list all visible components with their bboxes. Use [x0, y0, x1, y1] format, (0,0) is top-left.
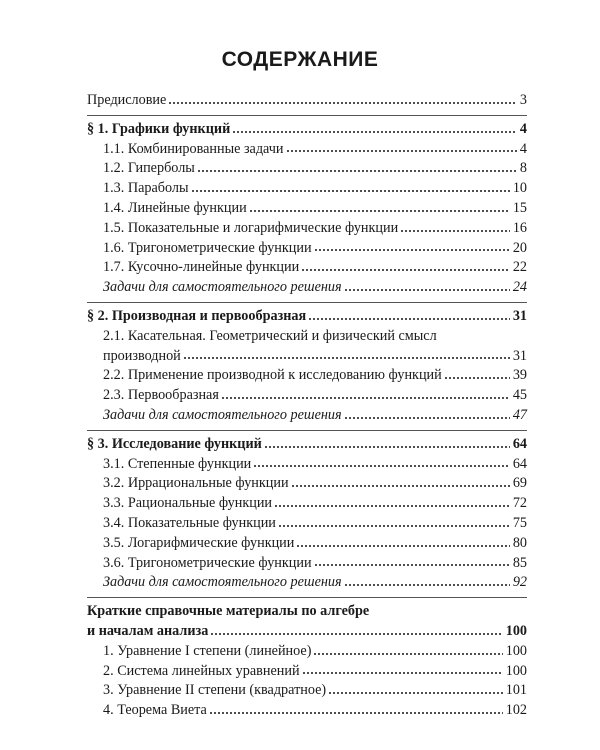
toc-entry-3-tasks[interactable] — [87, 573, 527, 593]
dot-leader — [344, 582, 510, 588]
dot-leader — [308, 316, 510, 322]
toc-page-number: 80 — [512, 534, 527, 551]
dot-leader — [314, 247, 510, 253]
toc-entry-2-2[interactable] — [87, 366, 527, 386]
toc-label: 1.1. Комбинированные задачи — [103, 140, 284, 157]
toc-entry-2-3[interactable] — [87, 386, 527, 406]
dot-leader — [274, 503, 510, 509]
dot-leader — [314, 562, 510, 568]
toc-entry-3-4[interactable] — [87, 514, 527, 534]
toc-page-number: 64 — [512, 435, 527, 452]
dot-leader — [197, 168, 517, 174]
dot-leader — [313, 651, 502, 657]
dot-leader — [183, 355, 510, 361]
toc-label: 1.2. Гиперболы — [103, 160, 195, 177]
toc-page-number: 20 — [512, 239, 527, 256]
toc-appendix-heading-line1[interactable]: Краткие справочные материалы по алгебре — [87, 603, 370, 620]
dot-leader — [253, 463, 510, 469]
toc-entry-3-2[interactable] — [87, 474, 527, 494]
toc-entry-1-tasks[interactable] — [87, 278, 527, 298]
toc-page-number: 92 — [512, 574, 527, 591]
toc-label: 3.2. Иррациональные функции — [103, 475, 289, 492]
toc-entry-3-5[interactable] — [87, 534, 527, 554]
toc-page-number: 75 — [512, 514, 527, 531]
dot-leader — [301, 267, 510, 273]
toc-label: 3.4. Показательные функции — [103, 514, 276, 531]
dot-leader — [191, 188, 510, 194]
toc-label: 3.5. Логарифмические функции — [103, 534, 295, 551]
toc-entry-preface[interactable] — [87, 91, 527, 111]
toc-entry-3-6[interactable] — [87, 554, 527, 574]
toc-page-number: 85 — [512, 554, 527, 571]
toc-label: 2. Система линейных уравнений — [103, 662, 300, 679]
dot-leader — [209, 710, 503, 716]
toc-label: 3.1. Степенные функции — [103, 455, 252, 472]
page-title: СОДЕРЖАНИЕ — [221, 48, 379, 71]
toc-label: § 1. Графики функций — [87, 120, 231, 137]
dot-leader — [286, 148, 517, 154]
toc-entry-3-3[interactable] — [87, 494, 527, 514]
toc-page-number: 31 — [512, 347, 527, 364]
toc-entry-a-3[interactable] — [87, 681, 527, 701]
dot-leader — [328, 690, 503, 696]
dot-leader — [291, 483, 510, 489]
toc-label: и началам анализа — [87, 622, 209, 639]
section-divider — [87, 430, 527, 431]
toc-entry-1-6[interactable] — [87, 239, 527, 259]
dot-leader — [249, 208, 510, 214]
toc-page-number: 24 — [512, 279, 527, 296]
toc-entry-1-1[interactable] — [87, 140, 527, 160]
toc-page-number: 64 — [512, 455, 527, 472]
section-divider — [87, 302, 527, 303]
toc-page-number: 31 — [512, 307, 527, 324]
toc-page-number: 100 — [505, 642, 527, 659]
toc-entry-1-5[interactable] — [87, 219, 527, 239]
toc-page-number: 3 — [519, 92, 527, 108]
toc-label: 3. Уравнение II степени (квадратное) — [103, 682, 327, 699]
dot-leader — [400, 228, 510, 234]
toc-entry-a-1[interactable] — [87, 642, 527, 662]
toc-label: 3.6. Тригонометрические функции — [103, 554, 312, 571]
toc-entry-2-tasks[interactable] — [87, 406, 527, 426]
toc-entry-2-1-line1[interactable]: 2.1. Касательная. Геометрический и физический смысл — [103, 327, 437, 344]
toc-label: 2.3. Первообразная — [103, 387, 219, 404]
toc-label: § 3. Исследование функций — [87, 435, 262, 452]
toc-entry-1-2[interactable] — [87, 159, 527, 179]
toc-page-number: 22 — [512, 259, 527, 276]
toc-label: 1.4. Линейные функции — [103, 199, 247, 216]
toc-page-number: 4 — [519, 120, 527, 137]
toc-appendix-heading[interactable] — [87, 622, 527, 642]
toc-page-number: 39 — [512, 367, 527, 384]
dot-leader — [296, 543, 509, 549]
toc-label: 1.5. Показательные и логарифмические функции — [103, 219, 399, 236]
dot-leader — [232, 129, 517, 135]
toc-label: 1.7. Кусочно-линейные функции — [103, 259, 300, 276]
toc-page-number: 15 — [512, 199, 527, 216]
dot-leader — [210, 631, 502, 637]
toc-page-number: 16 — [512, 219, 527, 236]
toc-entry-a-4[interactable] — [87, 701, 527, 721]
dot-leader — [278, 523, 510, 529]
toc-label: Задачи для самостоятельного решения — [103, 574, 342, 591]
toc-label: § 2. Производная и первообразная — [87, 307, 307, 324]
toc-section-3-heading[interactable] — [87, 435, 527, 455]
toc-label: Задачи для самостоятельного решения — [103, 406, 342, 423]
toc-section-2-heading[interactable] — [87, 307, 527, 327]
toc-label: 1.3. Параболы — [103, 180, 189, 197]
toc-label: Задачи для самостоятельного решения — [103, 279, 342, 296]
toc-page-number: 47 — [512, 406, 527, 423]
dot-leader — [344, 287, 510, 293]
toc-label: производной — [103, 347, 181, 364]
dot-leader — [168, 100, 517, 106]
dot-leader — [344, 415, 510, 421]
toc-page-number: 4 — [519, 140, 527, 157]
toc-page-number: 101 — [505, 682, 527, 699]
toc-section-1-heading[interactable] — [87, 120, 527, 140]
toc-page-number: 10 — [512, 180, 527, 197]
dot-leader — [264, 444, 510, 450]
toc-entry-2-1[interactable] — [87, 347, 527, 367]
toc-entry-1-3[interactable] — [87, 179, 527, 199]
toc-label: 1.6. Тригонометрические функции — [103, 239, 312, 256]
toc-page-number: 8 — [519, 160, 527, 177]
toc-page-number: 69 — [512, 475, 527, 492]
toc-entry-1-7[interactable] — [87, 258, 527, 278]
table-of-contents — [87, 91, 527, 721]
toc-page-number: 45 — [512, 387, 527, 404]
toc-label: 1. Уравнение I степени (линейное) — [103, 642, 312, 659]
dot-leader — [302, 670, 503, 676]
toc-label: 3.3. Рациональные функции — [103, 495, 273, 512]
section-divider — [87, 115, 527, 116]
toc-page-number: 100 — [505, 662, 527, 679]
toc-entry-1-4[interactable] — [87, 199, 527, 219]
dot-leader — [221, 395, 510, 401]
toc-page-number: 100 — [505, 622, 527, 639]
toc-page-number: 102 — [505, 702, 527, 719]
toc-label: 4. Теорема Виета — [103, 702, 207, 719]
toc-label: 2.2. Применение производной к исследованию функций — [103, 367, 442, 384]
section-divider — [87, 597, 527, 598]
toc-page-number: 72 — [512, 495, 527, 512]
toc-entry-3-1[interactable] — [87, 455, 527, 475]
toc-label: Предисловие — [87, 92, 167, 108]
toc-entry-a-2[interactable] — [87, 662, 527, 682]
dot-leader — [444, 375, 510, 381]
